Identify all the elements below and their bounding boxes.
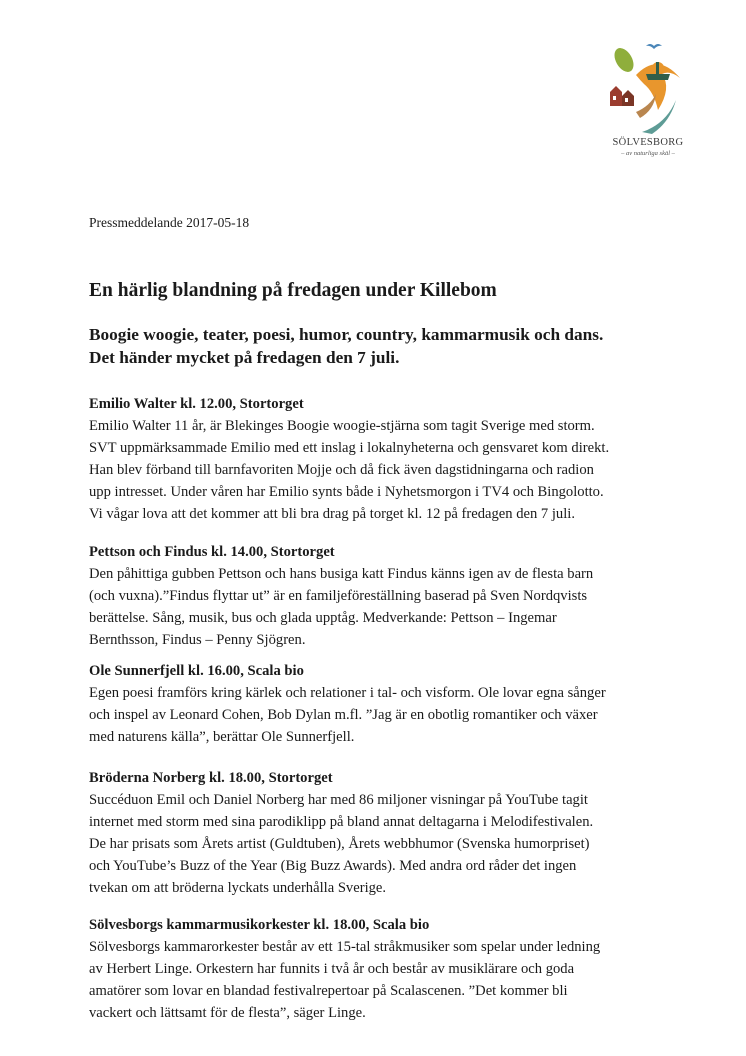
section-emilio-walter (89, 393, 689, 525)
solvesborg-logo (606, 40, 690, 170)
section-heading: Ole Sunnerfjell kl. 16.00, Scala bio (89, 663, 304, 679)
section-body: Succéduon Emil och Daniel Norberg har med 86 miljoner visningar på YouTube tagit internet med storm med sina parodiklipp på bland annat deltagarna i Melodifestivalen. De har prisats som Årets artist (Guldtuben), Årets webbhumor (Svenska humorpriset) och YouTube’s Buzz of the Year (Big Buzz Awards). Med andra ord råder det ingen tvekan om att bröderna lyckats underhålla Sverige. (89, 792, 594, 896)
section-body: Egen poesi framförs kring kärlek och relationer i tal- och visform. Ole lovar egna sånger och inspel av Leonard Cohen, Bob Dylan m.fl. ”Jag är en obotlig romantiker och växer med naturens källa”, berättar Ole Sunnerfjell. (89, 685, 606, 745)
section-heading: Bröderna Norberg kl. 18.00, Stortorget (89, 770, 333, 786)
section-pettson-findus (89, 541, 689, 651)
section-heading: Pettson och Findus kl. 14.00, Stortorget (89, 544, 335, 560)
section-ole-sunnerfjell (89, 660, 689, 748)
section-body: Emilio Walter 11 år, är Blekinges Boogie woogie-stjärna som tagit Sverige med storm. SVT uppmärksammade Emilio med ett inslag i lokalnyheterna och gensvaret kom direkt. Han blev förband till barnfavoriten Mojje och då fick även dagstidningarna och radion upp intresset. Under våren har Emilio synts både i Nyhetsmorgon i TV4 och Bingolotto. Vi vågar lova att det kommer att bli bra drag på torget kl. 12 på fredagen den 7 juli. (89, 418, 610, 522)
section-heading: Sölvesborgs kammarmusikorkester kl. 18.00, Scala bio (89, 917, 430, 933)
solvesborg-emblem-icon (606, 40, 690, 136)
section-broderna-norberg (89, 767, 689, 899)
press-release-date: Pressmeddelande 2017-05-18 (89, 215, 250, 230)
section-body: Den påhittiga gubben Pettson och hans busiga katt Findus känns igen av de flesta barn (och vuxna).”Findus flyttar ut” är en familjeföreställning baserad på Sven Nordqvists berättelse. Sång, musik, bus och glada upptåg. Medverkande: Pettson – Ingemar Bernthsson, Findus – Penny Sjögren. (89, 566, 594, 648)
section-body: Sölvesborgs kammarorkester består av ett 15-tal stråkmusiker som spelar under ledning av Herbert Linge. Orkestern har funnits i två år och består av musiklärare och goda amatörer som lovar en blandad festivalrepertoar på Scalascenen. ”Det kommer bli vackert och lättsamt för de flesta”, säger Linge. (89, 939, 601, 1021)
lead-paragraph: Boogie woogie, teater, poesi, humor, country, kammarmusik och dans. Det händer mycket på fredagen den 7 juli. (89, 325, 604, 367)
section-kammarmusikorkester (89, 914, 689, 1024)
logo-tagline: – av naturliga skäl – (621, 150, 675, 157)
section-heading: Emilio Walter kl. 12.00, Stortorget (89, 396, 304, 412)
logo-wordmark: SÖLVESBORG (612, 137, 684, 148)
page-title: En härlig blandning på fredagen under Killebom (89, 280, 497, 301)
